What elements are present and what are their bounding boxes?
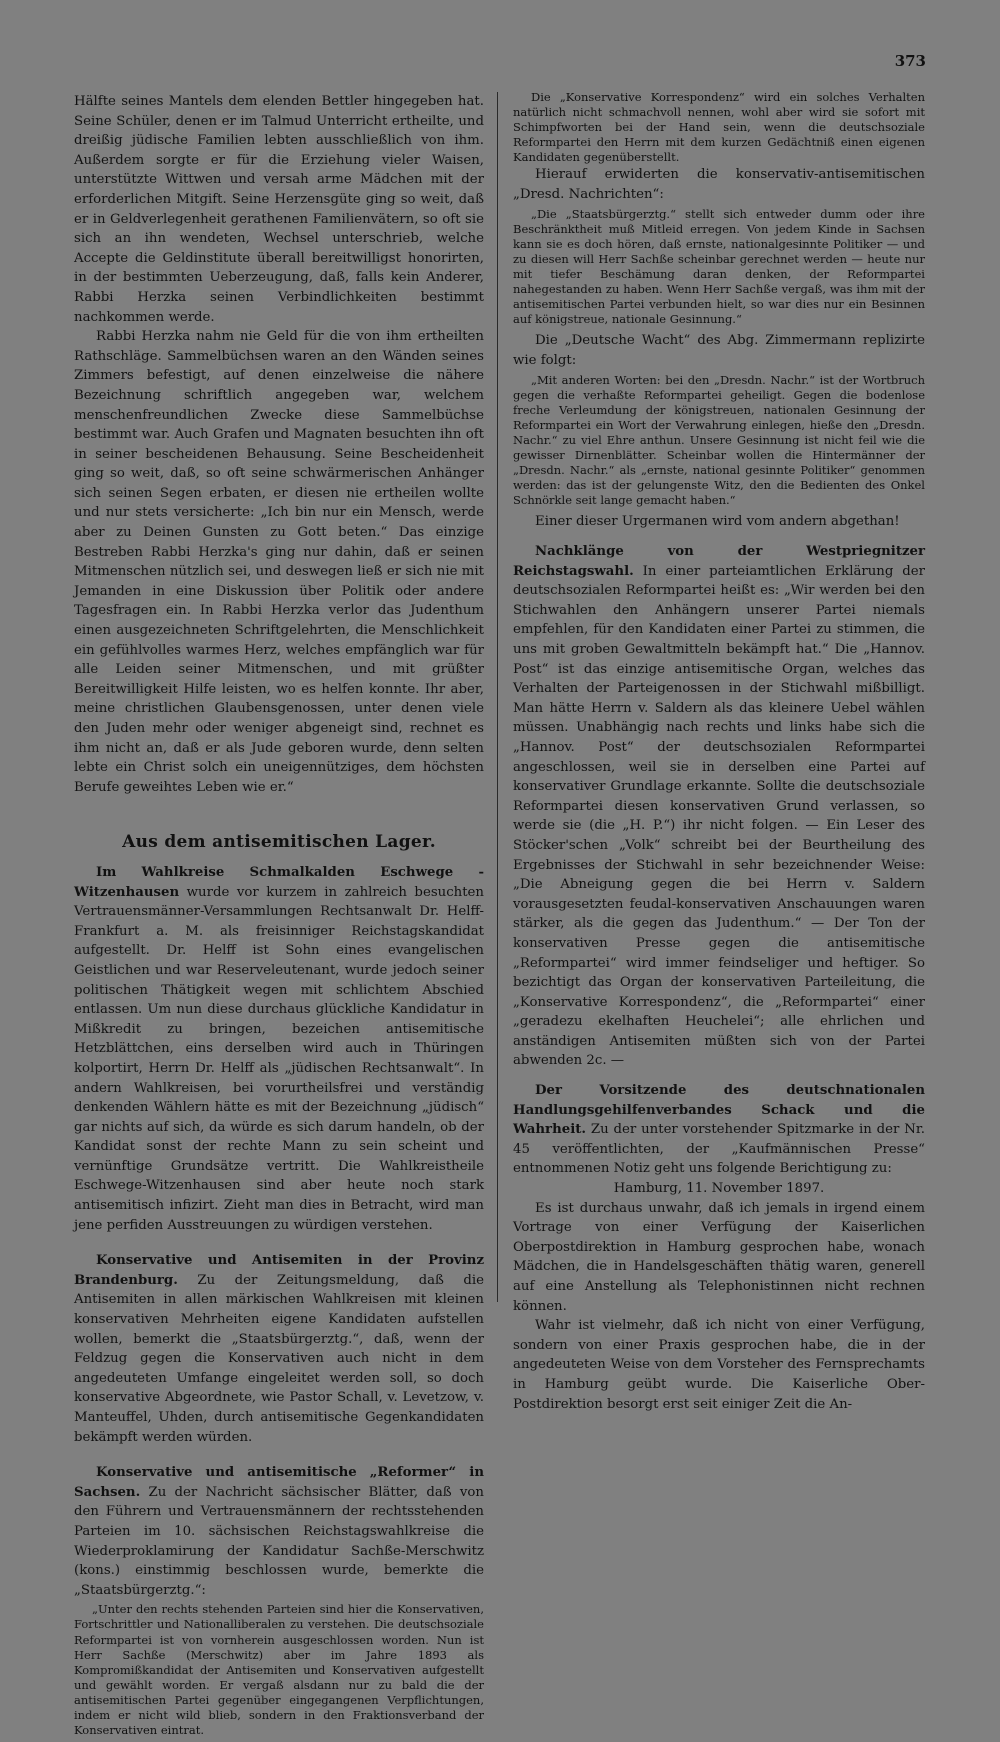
right-column: [513, 90, 925, 1414]
quote-text: Die „Konservative Korrespondenz“ wird ein solches Verhalten natürlich nicht schmachvoll nennen, wohl aber wird sie sofort mit Schimpfworten bei der Hand sein, wenn die deutschsoziale Reformpartei den Herrn mit dem kurzen Gedächtniß einen eigenen Kandidaten gegenüberstellt.: [513, 90, 925, 165]
column-divider: [497, 92, 498, 1302]
article-heading: Im Wahlkreise Schmalkalden Eschwege - Witzenhausen: [74, 864, 484, 900]
paragraph-wacht: Die „Deutsche Wacht“ des Abg. Zimmermann replizirte wie folgt:: [513, 333, 925, 368]
article-body: Zu der Nachricht sächsischer Blätter, daß von den Führern und Vertrauensmännern der rechtsstehenden Parteien im 10. sächsischen Reichstagswahlkreise die Wiederproklamirung der Kandidatur Sachße-Merschwitz (kons.) einstimmig beschlossen wurde, bemerkte die „Staatsbürgerztg.“:: [74, 1484, 484, 1598]
article-body: In einer parteiamtlichen Erklärung der deutschsozialen Reformpartei heißt es: „Wir werden bei den Stichwahlen den Anhängern unserer Partei niemals empfehlen, für den Kandidaten einer Partei zu stimmen, die uns mit groben Gewaltmitteln bekämpft hat.“ Die „Hannov. Post“ ist das einzige antisemitische Organ, welches das Verhalten der Parteigenossen in der Stichwahl mißbilligt. Man hätte Herrn v. Saldern als das kleinere Uebel wählen müssen. Unabhängig nach rechts und links habe sich die „Hannov. Post“ der deutschsozialen Reformpartei angeschlossen, weil sie in derselben eine Partei auf konservativer Grundlage erkannte. Sollte die deutschsoziale Reformpartei diesen konservativen Grund verlassen, so werde sie (die „H. P.“) ihr nicht folgen. — Ein Leser des Stöcker'schen „Volk“ schreibt bei der Beurtheilung des Ergebnisses der Stichwahl in sehr bezeichnender Weise: „Die Abneigung gegen die bei Herrn v. Saldern vorausgesetzten feudal-konservativen Anschauungen waren stärker, als die gegen das Judenthum.“ — Der Ton der konservativen Presse gegen die antisemitische „Reformpartei“ wird immer feindseliger und heftiger. So bezichtigt das Organ der konservativen Parteileitung, die „Konservative Korrespondenz“, die „Reformpartei“ einer „geradezu ekelhaften Heuchelei“; alle ehrlichen und anständigen Antisemiten müßten sich von der Partei abwenden 2c. —: [513, 563, 925, 1069]
article-schack: [513, 1081, 925, 1179]
article-schmalkalden: [74, 863, 484, 1235]
article-heading: Konservative und antisemitische „Reformer“ in Sachsen.: [74, 1465, 484, 1500]
page-number: 373: [894, 52, 926, 70]
quote-text: „Unter den rechts stehenden Parteien sind hier die Konservativen, Fortschrittler und Nationalliberalen zu verstehen. Die deutschsoziale Reformpartei ist von vornherein ausgeschlossen worden. Nun ist Herr Sachße (Merschwitz) aber im Jahre 1893 als Kompromißkandidat der Antisemiten und Konservativen aufgestellt und gewählt worden. Er vergaß alsdann nur zu bald die der antisemitischen Partei gegenüber eingegangenen Verpflichtungen, indem er nicht wild blieb, sondern in den Fraktionsverband der Konservativen eintrat.: [74, 1602, 484, 1738]
article-heading: Der Vorsitzende des deutschnationalen Handlungsgehilfenverbandes Schack und die Wahrheit.: [513, 1083, 925, 1138]
dateline: Hamburg, 11. November 1897.: [613, 1181, 825, 1197]
quote-text: „Die „Staatsbürgerztg.“ stellt sich entweder dumm oder ihre Beschränktheit muß Mitleid erregen. Von jedem Kinde in Sachsen kann sie es doch hören, daß ernste, nationalgesinnte Politiker — und zu diesen will Herr Sachße scheinbar gerechnet werden — heute nur mit tiefer Beschämung daran denken, der Reformpartei nahegestanden zu haben. Wenn Herr Sachße vergaß, was ihm mit der antisemitischen Partei verbunden hielt, so war dies nur ein Besinnen auf königstreue, nationale Gesinnung.“: [513, 206, 925, 327]
left-column: [74, 92, 484, 1742]
article-brandenburg: [74, 1251, 484, 1447]
quote-text: „Mit anderen Worten: bei den „Dresdn. Nachr.“ ist der Wortbruch gegen die verhaßte Reformpartei geheiligt. Gegen die bodenlose freche Verleumdung der königstreuen, nationalen Gesinnung der Reformpartei ein Wort der Verwahrung einlegen, hieße den „Dresdn. Nachr.“ zu viel Ehre anthun. Unsere Gesinnung ist nicht feil wie die gewisser Dirnenblätter. Scheinbar wollen die Hintermänner der „Dresdn. Nachr.“ als „ernste, national gesinnte Politiker“ genommen werden: das ist der gelungenste Witz, den die Bedienten des Onkel Schnörkle seit lange gemacht haben.“: [513, 372, 925, 508]
quote-block: [513, 207, 925, 328]
article-sachsen: [74, 1463, 484, 1600]
paragraph-rabbi-1: Hälfte seines Mantels dem elenden Bettler hingegeben hat. Seine Schüler, denen er im Talmud Unterricht ertheilte, und dreißig jüdische Familien lebten ausschließlich von ihm. Außerdem sorgte er für die Erziehung vieler Waisen, unterstützte Wittwen und versah arme Mädchen mit der erforderlichen Mitgift. Seine Herzensgüte ging so weit, daß er in Geldverlegenheit gerathenen Familienvätern, so oft sie sich an ihn wendeten, Wechsel unterschrieb, welche Accepte die Geldinstitute überall bereitwilligst honorirten, in der bestimmten Ueberzeugung, daß, falls kein Anderer, Rabbi Herzka seinen Verbindlichkeiten bestimmt nachkommen werde.: [74, 94, 484, 325]
quote-block: [74, 1602, 484, 1738]
article-body: Zu der unter vorstehender Spitzmarke in der Nr. 45 veröffentlichten, der „Kaufmännischen Presse“ entnommenen Notiz geht uns folgende Berichtigung zu:: [513, 1122, 925, 1177]
article-body: Zu der Zeitungsmeldung, daß die Antisemiten in allen märkischen Wahlkreisen mit kleinen konservativen Mehrheiten eigene Kandidaten aufstellen wollen, bemerkt die „Staatsbürgerztg.“, daß, wenn der Feldzug gegen die Konservativen auch nicht in dem angedeuteten Umfange eingeleitet werden soll, so doch konservative Abgeordnete, wie Pastor Schall, v. Levetzow, v. Manteuffel, Uhden, durch antisemitische Gegenkandidaten bekämpft werden würden.: [74, 1272, 484, 1445]
paragraph-berichtigung-2: Wahr ist vielmehr, daß ich nicht von einer Verfügung, sondern von einer Praxis gesprochen habe, die in der angedeuteten Weise von dem Vorsteher des Fernsprechamts in Hamburg geübt wurde. Die Kaiserliche Ober-Postdirektion besorgt erst seit einiger Zeit die An-: [513, 1318, 925, 1412]
paragraph-reply: Hierauf erwiderten die konservativ-antisemitischen „Dresd. Nachrichten“:: [513, 167, 925, 203]
quote-block: [513, 90, 925, 165]
paragraph-rabbi-2: Rabbi Herzka nahm nie Geld für die von ihm ertheilten Rathschläge. Sammelbüchsen waren an den Wänden seines Zimmers befestigt, auf denen einzelweise die nähere Bezeichnung schriftlich angegeben war, welchem menschenfreundlichen Zwecke diese Sammelbüchse bestimmt war. Auch Grafen und Magnaten besuchten ihn oft in seiner bescheidenen Behausung. Seine Bescheidenheit ging so weit, daß, so oft seine schwärmerischen Anhänger sich seinen Segen erbaten, er diesen nie ertheilen wollte und nur stets versicherte: „Ich bin nur ein Mensch, werde aber zu Deinen Gunsten zu Gott beten.“ Das einzige Bestreben Rabbi Herzka's ging nur dahin, daß er seinen Mitmenschen nützlich sei, und deswegen ließ er sich nie mit Jemanden in eine Diskussion über Politik oder andere Tagesfragen ein. In Rabbi Herzka verlor das Judenthum einen ausgezeichneten Schriftgelehrten, die Menschlichkeit ein gefühlvolles warmes Herz, welches empfänglich war für alle Leiden seiner Mitmenschen, und mit grüßter Bereitwilligkeit Hilfe leisten, wo es helfen konnte. Ihr aber, meine christlichen Glaubensgenossen, unter denen viele den Juden mehr oder weniger abgeneigt sind, rechnet es ihm nicht an, daß er als Jude geboren wurde, denn selten lebte ein Christ solch ein uneigennütziges, dem höchsten Berufe geweihtes Leben wie er.“: [74, 329, 484, 795]
paragraph-urgermanen: Einer dieser Urgermanen wird vom andern abgethan!: [535, 514, 900, 530]
article-westpriegnitz: [513, 542, 925, 1071]
section-title: Aus dem antisemitischen Lager.: [122, 832, 436, 853]
article-heading: Konservative und Antisemiten in der Provinz Brandenburg.: [74, 1253, 484, 1288]
article-heading: Nachklänge von der Westpriegnitzer Reichstagswahl.: [513, 544, 925, 579]
quote-block: [513, 373, 925, 509]
article-body: wurde vor kurzem in zahlreich besuchten Vertrauensmänner-Versammlungen Rechtsanwalt Dr. Helff-Frankfurt a. M. als freisinniger Reichstagskandidat aufgestellt. Dr. Helff ist Sohn eines evangelischen Geistlichen und war Reserveleutenant, wurde jedoch seiner politischen Thätigkeit wegen mit schlichtem Abschied entlassen. Um nun diese durchaus glückliche Kandidatur in Mißkredit zu bringen, bezeichen antisemitische Hetzblättchen, eins derselben wird auch in Thüringen kolportirt, Herrn Dr. Helff als „jüdischen Rechtsanwalt“. In andern Wahlkreisen, bei vorurtheilsfrei und verständig denkenden Wählern hätte es mit der Bezeichnung „jüdisch“ gar nichts auf sich, da würde es sich darum handeln, ob der Kandidat sonst der rechte Mann zu sein scheint und vernünftige Grundsätze vertritt. Die Wahlkreistheile Eschwege-Witzenhausen sind aber heute noch stark antisemitisch infizirt. Zieht man dies in Betracht, wird man jene perfiden Ausstreuungen zu würdigen verstehen.: [74, 884, 484, 1233]
paragraph-berichtigung-1: Es ist durchaus unwahr, daß ich jemals in irgend einem Vortrage von einer Verfügung der Kaiserlichen Oberpostdirektion in Hamburg gesprochen habe, wonach Mädchen, die in Handelsgeschäften thätig waren, generell auf eine Anstellung als Telephonistinnen nicht rechnen können.: [513, 1200, 925, 1314]
